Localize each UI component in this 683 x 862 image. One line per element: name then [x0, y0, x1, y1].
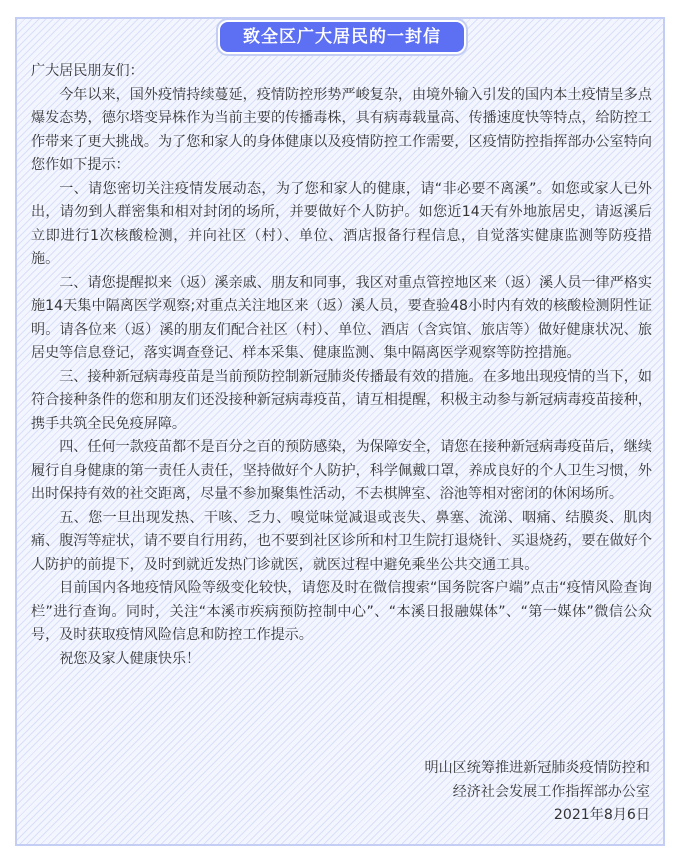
paragraph-closing: 祝您及家人健康快乐！ — [59, 650, 201, 667]
paragraph-point-2: 二、请您提醒拟来（返）溪亲戚、朋友和同事，我区对重点管控地区来（返）溪人员一律严格实施14天集中隔离医学观察;对重点关注地区来（返）溪人员，要查验48小时内有效的核酸检测阴性证明。请各位来（返）溪的朋友们配合社区（村）、单位、酒店（含宾馆、旅店等）做好健康状况、旅居史等信息登记，落实调查登记、样本采集、健康监测、集中隔离医学观察等防控措施。 — [31, 274, 652, 361]
paragraph-point-4: 四、任何一款疫苗都不是百分之百的预防感染，为保障安全，请您在接种新冠病毒疫苗后，继续履行自身健康的第一责任人责任，坚持做好个人防护，科学佩戴口罩，养成良好的个人卫生习惯，外出时保持有效的社交距离，尽量不参加聚集性活动，不去棋牌室、浴池等相对密闭的休闲场所。 — [31, 439, 652, 502]
signature-date: 2021年8月6日 — [553, 807, 650, 823]
letter-title: 致全区广大居民的一封信 — [218, 20, 466, 54]
paragraph-point-1: 一、请您密切关注疫情发展动态，为了您和家人的健康，请“非必要不离溪”。如您或家人已外出，请勿到人群密集和相对封闭的场所，并要做好个人防护。如您近14天有外地旅居史，请返溪后立即进行1次核酸检测，并向社区（村）、单位、酒店报备行程信息，自觉落实健康监测等防疫措施。 — [31, 180, 652, 267]
signature-block — [425, 757, 651, 828]
signature-org-line-1: 明山区统筹推进新冠肺炎疫情防控和 — [424, 760, 650, 776]
greeting: 广大居民朋友们： — [31, 63, 144, 79]
paragraph-point-3: 三、接种新冠病毒疫苗是当前预防控制新冠肺炎传播最有效的措施。在多地出现疫情的当下，如符合接种条件的您和朋友们还没接种新冠病毒疫苗，请互相提醒，积极主动参与新冠病毒疫苗接种，携手共筑全民免疫屏障。 — [31, 368, 652, 432]
signature-org-line-2: 经济社会发展工作指挥部办公室 — [452, 783, 650, 800]
paragraph-point-5: 五、您一旦出现发热、干咳、乏力、嗅觉味觉减退或丧失、鼻塞、流涕、咽痛、结膜炎、肌肉痛、腹泻等症状，请不要自行用药，也不要到社区诊所和村卫生院打退烧针、买退烧药，要在做好个人防护的前提下，及时到就近发热门诊就医，就医过程中避免乘坐公共交通工具。 — [31, 509, 652, 573]
paragraph-risk-query: 目前国内各地疫情风险等级变化较快，请您及时在微信搜索“国务院客户端”点击“疫情风险查询栏”进行查询。同时，关注“本溪市疾病预防控制中心”、“本溪日报融媒体”、“第一媒体”微信公众号，及时获取疫情风险信息和防控工作提示。 — [31, 580, 652, 643]
paragraph-intro: 今年以来，国外疫情持续蔓延，疫情防控形势严峻复杂，由境外输入引发的国内本土疫情呈多点爆发态势，德尔塔变异株作为当前主要的传播毒株，具有病毒载量高、传播速度快等特点，给防控工作带来了更大挑战。为了您和家人的身体健康以及疫情防控工作需要，区疫情防控指挥部办公室特向您作如下提示： — [31, 86, 652, 173]
letter-body — [31, 60, 652, 671]
